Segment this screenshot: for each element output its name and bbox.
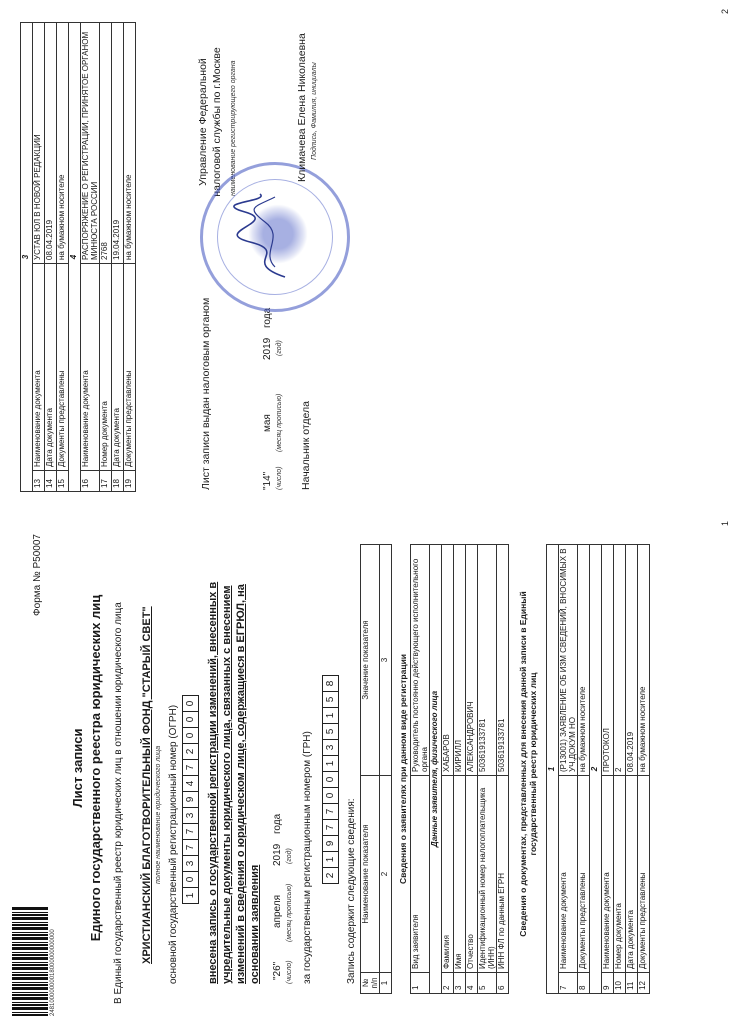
row-name: Дата документа (626, 776, 638, 973)
issue-date-suffix: года (262, 307, 273, 328)
org-name: ХРИСТИАНСКИЙ БЛАГОТВОРИТЕЛЬНЫЙ ФОНД "СТАРЫЙ СВЕТ" (141, 606, 153, 964)
row-number: 4 (466, 973, 478, 994)
entry-cap-day: (число) (286, 960, 293, 984)
table-row (21, 23, 33, 492)
page-number-2: 2 (720, 8, 730, 14)
table-row (69, 23, 81, 492)
signer-name: Климачева Елена Николаевна (296, 33, 308, 182)
row-value: КИРИЛЛ (454, 545, 466, 776)
issued-label: Лист записи выдан налоговым органом (200, 297, 212, 490)
docs-section-title: Сведения о документах, представленных для внесения данной записи в Единый государственный реестр юридических лиц (518, 591, 538, 937)
table-row (112, 23, 124, 492)
table-row (124, 23, 136, 492)
barcode (12, 906, 48, 1016)
row-value: ХАБАРОВ (442, 545, 454, 776)
row-value: АЛЕКСАНДРОВИЧ (466, 545, 478, 776)
digit-cell: 0 (182, 711, 199, 728)
row-number: 2 (442, 973, 454, 994)
hdr-value: Значение показателя (361, 545, 380, 776)
row-value: 2768 (100, 23, 112, 264)
issue-date-year: 2019 (262, 337, 273, 360)
row-number: 3 (454, 973, 466, 994)
row-value: 2 (614, 545, 626, 776)
issue-cap-month: (месяц прописью) (276, 393, 283, 452)
applicant-table (410, 544, 509, 994)
entry-cap-year: (год) (286, 848, 293, 864)
table-row (33, 23, 45, 492)
entry-text: внесена запись о государственной регистрации изменений, внесенных в учредительные документы юридического лица, связанных с внесением изменений в сведения о юридическом лице, содержащиеся в ЕГРЮЛ, на основании заявления (207, 581, 261, 984)
row-number: 13 (33, 471, 45, 492)
row-number: 17 (100, 471, 112, 492)
row-value: ПРОТОКОЛ (602, 545, 614, 776)
digit-cell: 9 (182, 791, 199, 808)
row-value: на бумажном носителе (578, 545, 590, 776)
digit-cell: 9 (322, 835, 339, 852)
row-number: 1 (411, 973, 430, 994)
issue-date-month: мая (262, 414, 273, 432)
table-row (430, 545, 442, 994)
head-label: Начальник отдела (300, 401, 312, 490)
digit-cell: 5 (322, 723, 339, 740)
grn-digits (322, 676, 339, 884)
table-row (497, 545, 509, 994)
digit-cell: 0 (182, 871, 199, 888)
row-name: Идентификационный номер налогоплательщика (ИНН) (478, 776, 497, 973)
row-name: Документы представлены (638, 776, 650, 973)
row-name: Фамилия (442, 776, 454, 973)
row-number: 16 (81, 471, 100, 492)
digit-cell: 0 (182, 695, 199, 712)
row-name: Наименование документа (33, 264, 45, 471)
row-number: 11 (626, 973, 638, 994)
table-subheader: Данные заявителя, физического лица (430, 545, 442, 994)
digit-cell: 7 (182, 839, 199, 856)
row-number: 8 (578, 973, 590, 994)
page-title: Лист записи (70, 728, 85, 808)
entry-cap-month: (месяц прописью) (286, 883, 293, 942)
table-row (45, 23, 57, 492)
row-value: Руководитель постоянно действующего исполнительного органа (411, 545, 430, 776)
signer-caption: Подпись, Фамилия, инициалы (311, 62, 318, 160)
page-subtitle: Единого государственного реестра юридических лиц (88, 594, 103, 942)
digit-cell: 3 (182, 807, 199, 824)
row-name: Наименование документа (559, 776, 578, 973)
table-row (100, 23, 112, 492)
row-value: (Р13001) ЗАЯВЛЕНИЕ ОБ ИЗМ СВЕДЕНИЙ, ВНОСИМЫХ В УЧ.ДОКУМ НО (559, 545, 578, 776)
hdr-c3: 3 (380, 545, 392, 776)
issue-cap-day: (число) (276, 466, 283, 490)
header-table (360, 544, 392, 994)
page-number-1: 1 (720, 520, 730, 526)
barcode-text: 24810000000018000000000000 (50, 929, 56, 1016)
ogrn-digits (182, 696, 199, 904)
row-name: Дата документа (112, 264, 124, 471)
row-name: Наименование документа (81, 264, 100, 471)
row-value: на бумажном носителе (124, 23, 136, 264)
row-number: 12 (638, 973, 650, 994)
row-value: на бумажном носителе (57, 23, 69, 264)
row-name: Номер документа (614, 776, 626, 973)
row-value: 503619133781 (478, 545, 497, 776)
org-name-caption: полное наименование юридического лица (155, 745, 162, 884)
page-1 (0, 512, 745, 1024)
row-value: на бумажном носителе (638, 545, 650, 776)
digit-cell: 1 (322, 707, 339, 724)
digit-cell: 0 (322, 787, 339, 804)
entry-date-month: апреля (272, 894, 283, 928)
table-subheader: 3 (21, 23, 33, 492)
entry-date-day: "26" (272, 961, 283, 980)
row-number: 5 (478, 973, 497, 994)
digit-cell: 5 (322, 691, 339, 708)
signature-icon (230, 192, 300, 282)
table-subheader: 2 (590, 545, 602, 994)
row-number: 18 (112, 471, 124, 492)
digit-cell: 3 (182, 855, 199, 872)
row-number: 14 (45, 471, 57, 492)
digit-cell: 7 (182, 759, 199, 776)
issue-cap-year: (год) (276, 340, 283, 356)
docs-table-right (20, 22, 136, 492)
digit-cell: 1 (322, 755, 339, 772)
row-number: 19 (124, 471, 136, 492)
table-row (81, 23, 100, 492)
digit-cell: 1 (182, 887, 199, 904)
row-number: 6 (497, 973, 509, 994)
digit-cell: 8 (322, 675, 339, 692)
digit-cell: 2 (322, 867, 339, 884)
row-name: Вид заявителя (411, 776, 430, 973)
row-number: 7 (559, 973, 578, 994)
row-number: 15 (57, 471, 69, 492)
row-name: Номер документа (100, 264, 112, 471)
digit-cell: 0 (322, 771, 339, 788)
intro-text: В Единый государственный реестр юридических лиц в отношении юридического лица (113, 602, 124, 1004)
row-value: 503619133781 (497, 545, 509, 776)
table-row (478, 545, 497, 994)
table-row (590, 545, 602, 994)
grn-label: за государственным регистрационным номером (ГРН) (302, 731, 313, 984)
row-name: Документы представлены (578, 776, 590, 973)
row-name: Имя (454, 776, 466, 973)
digit-cell: 4 (182, 775, 199, 792)
row-value: 08.04.2019 (626, 545, 638, 776)
row-value: 19.04.2019 (112, 23, 124, 264)
ogrn-label: основной государственный регистрационный номер (ОГРН) (168, 704, 179, 984)
form-number: Форма № Р50007 (32, 534, 43, 616)
row-name: Документы представлены (124, 264, 136, 471)
table-row (578, 545, 590, 994)
digit-cell: 3 (322, 739, 339, 756)
row-name: Дата документа (45, 264, 57, 471)
table-subheader: 4 (69, 23, 81, 492)
row-number: 10 (614, 973, 626, 994)
row-name: Наименование документа (602, 776, 614, 973)
row-name: Отчество (466, 776, 478, 973)
table-row (547, 545, 559, 994)
row-name: ИНН ФЛ по данным ЕГРН (497, 776, 509, 973)
digit-cell: 1 (322, 851, 339, 868)
table-row (466, 545, 478, 994)
hdr-c2: 2 (380, 776, 392, 973)
table-row (559, 545, 578, 994)
entry-date-suffix: года (272, 813, 283, 834)
contains-label: Запись содержит следующие сведения: (346, 798, 357, 984)
digit-cell: 7 (322, 803, 339, 820)
table-row (614, 545, 626, 994)
table-row (454, 545, 466, 994)
table-row (638, 545, 650, 994)
table-row (626, 545, 638, 994)
row-value: РАСПОРЯЖЕНИЕ О РЕГИСТРАЦИИ, ПРИНЯТОЕ ОРГАНОМ МИНЮСТА РОССИИ (81, 23, 100, 264)
table-row (411, 545, 430, 994)
hdr-name: Наименование показателя (361, 776, 380, 973)
digit-cell: 0 (182, 727, 199, 744)
row-number: 9 (602, 973, 614, 994)
row-value: УСТАВ ЮЛ В НОВОЙ РЕДАКЦИИ (33, 23, 45, 264)
digit-cell: 2 (182, 743, 199, 760)
hdr-no: № п/п (361, 973, 380, 994)
applicant-section-title: Сведения о заявителях при данном виде регистрации (398, 653, 408, 885)
issuer-caption: наименование регистрирующего органа (230, 60, 237, 196)
row-value: 08.04.2019 (45, 23, 57, 264)
table-subheader: 1 (547, 545, 559, 994)
table-row (442, 545, 454, 994)
docs-table-left (546, 544, 650, 994)
issue-date-day: "14" (262, 471, 273, 490)
hdr-c1: 1 (380, 973, 392, 994)
table-row (602, 545, 614, 994)
table-row (57, 23, 69, 492)
digit-cell: 7 (322, 819, 339, 836)
issuer-name: Управление Федеральной налоговой службы по г.Москве (197, 47, 223, 197)
entry-date-year: 2019 (272, 843, 283, 866)
row-name: Документы представлены (57, 264, 69, 471)
digit-cell: 7 (182, 823, 199, 840)
